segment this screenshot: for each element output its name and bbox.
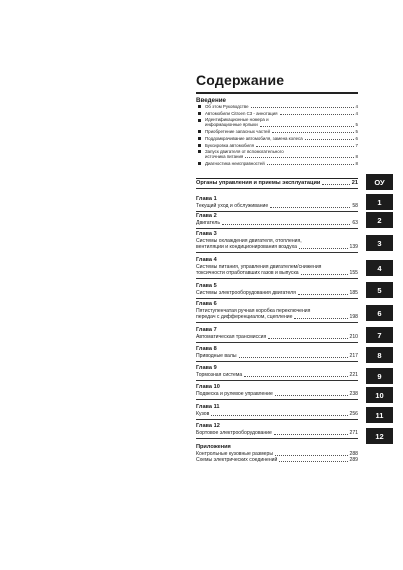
page-number: 139 [349, 243, 358, 250]
chapter-label: Глава 6 [196, 301, 217, 307]
dot-leader [270, 206, 350, 208]
section-rule [196, 419, 358, 420]
bullet-icon [198, 105, 201, 108]
entry-title: Об этом Руководстве [205, 104, 249, 109]
section-title: Органы управления и приемы эксплуатации [196, 180, 321, 186]
toc-section[interactable] [196, 423, 358, 438]
section-title: Системы охлаждения двигателя, отопления, [196, 237, 302, 244]
dot-leader [272, 131, 354, 133]
section-title: передач с дифференциалом, сцепление [196, 313, 293, 320]
page-number: 58 [352, 202, 358, 209]
chapter-tab[interactable]: 5 [366, 282, 393, 298]
entry-title: Буксировка автомобиля [205, 142, 254, 148]
dot-leader [294, 317, 347, 319]
chapter-tab[interactable]: 11 [366, 407, 393, 423]
chapter-tab[interactable]: 12 [366, 428, 393, 444]
page-number: 7 [355, 142, 358, 148]
appendix [196, 444, 358, 463]
chapter-label: Глава 1 [196, 196, 217, 202]
toc-entry-line [205, 136, 358, 141]
chapter-label: Глава 11 [196, 404, 220, 410]
dot-leader [256, 145, 354, 147]
toc-section[interactable] [196, 301, 358, 322]
toc-entry-line [205, 161, 358, 166]
dot-leader [245, 156, 353, 158]
dot-leader [322, 183, 349, 185]
intro-heading: Введение [196, 97, 226, 104]
toc-entry-line [205, 104, 358, 109]
section-rule [196, 228, 358, 229]
dot-leader [239, 356, 348, 358]
toc-section[interactable] [196, 365, 358, 380]
chapter-tab[interactable]: 2 [366, 212, 393, 228]
section-title: токсичности отработавших газов и выпуска [196, 269, 299, 276]
toc-entry[interactable] [196, 161, 358, 166]
section-title-line [196, 334, 358, 340]
intro-rule [196, 178, 358, 179]
chapter-label: Глава 7 [196, 327, 217, 333]
bullet-icon [198, 119, 201, 122]
entry-title: Автомобили Citroen C3 - аннотация [205, 110, 278, 116]
section-rule [196, 380, 358, 381]
chapter-tab[interactable]: 10 [366, 387, 393, 403]
section-title-line [196, 430, 358, 436]
dot-leader [301, 273, 348, 275]
entry-title: Схемы электрических соединений [196, 456, 278, 463]
page-number: 155 [349, 269, 358, 276]
entry-title: Контрольные кузовные размеры [196, 450, 273, 457]
dot-leader [251, 106, 354, 108]
section-title-line [196, 372, 358, 378]
toc-section[interactable] [196, 384, 358, 399]
page-number: 238 [349, 390, 358, 397]
chapter-tab[interactable]: 7 [366, 327, 393, 343]
entry-title: Поддомкрачивание автомобиля, замена колеса [205, 135, 303, 141]
toc-section[interactable] [196, 180, 358, 189]
page-number: 288 [349, 450, 358, 457]
bullet-icon [198, 112, 201, 115]
dot-leader [280, 113, 354, 115]
section-rule [196, 342, 358, 343]
intro-list [196, 104, 358, 168]
chapter-label: Глава 4 [196, 257, 217, 263]
section-rule [196, 298, 358, 299]
toc-entry[interactable] [196, 129, 358, 134]
toc-section[interactable] [196, 283, 358, 298]
dot-leader [298, 293, 348, 295]
page-number: 185 [349, 289, 358, 296]
bullet-icon [198, 130, 201, 133]
section-title: Приводные валы [196, 352, 237, 359]
toc-entry[interactable] [196, 117, 358, 127]
section-title-line [196, 203, 358, 209]
section-title: Кузов [196, 410, 210, 417]
toc-entry[interactable] [196, 457, 358, 463]
page-number: 210 [349, 333, 358, 340]
dot-leader [299, 247, 348, 249]
chapter-label: Глава 2 [196, 213, 217, 219]
section-rule [196, 278, 358, 279]
chapter-label: Глава 3 [196, 231, 217, 237]
section-title: Двигатель [196, 219, 221, 226]
dot-leader [260, 125, 354, 127]
section-title-line [196, 290, 358, 296]
chapter-tab[interactable]: 6 [366, 305, 393, 321]
entry-title: Приобретение запасных частей [205, 129, 270, 135]
page-number: 8 [355, 154, 358, 160]
chapter-label: Глава 12 [196, 423, 220, 429]
toc-entry-line [205, 111, 358, 116]
dot-leader [267, 163, 354, 165]
chapter-tab[interactable]: 8 [366, 347, 393, 363]
section-title-line [196, 314, 358, 320]
appendix-heading: Приложения [196, 444, 231, 450]
toc-entry-line [205, 154, 358, 159]
toc-entry[interactable] [196, 149, 358, 159]
page-number: 4 [355, 104, 358, 109]
section-rule [196, 322, 358, 323]
dot-leader [211, 414, 347, 416]
dot-leader [275, 394, 348, 396]
chapter-label: Глава 8 [196, 346, 217, 352]
section-title: Автоматическая трансмиссия [196, 333, 267, 340]
page-number: 5 [355, 122, 358, 128]
toc-entry-line [205, 143, 358, 148]
bullet-icon [198, 150, 201, 153]
toc-section[interactable] [196, 327, 358, 342]
chapter-tab[interactable]: 4 [366, 260, 393, 276]
chapter-label: Глава 10 [196, 384, 220, 390]
dot-leader [305, 138, 354, 140]
chapter-tab[interactable]: 1 [366, 194, 393, 210]
section-title-line [196, 244, 358, 250]
page-number: 217 [349, 352, 358, 359]
toc-section[interactable] [196, 196, 358, 211]
section-title: Тормозная система [196, 371, 243, 378]
section-title-line [196, 411, 358, 417]
section-rule [196, 188, 358, 189]
bullet-icon [198, 162, 201, 165]
section-rule [196, 252, 358, 253]
toc-entry[interactable] [196, 143, 358, 148]
title-rule [196, 92, 358, 94]
section-title: Пятиступенчатая ручная коробка переключения [196, 307, 311, 314]
toc-section[interactable] [196, 231, 358, 252]
chapter-label: Глава 5 [196, 283, 217, 289]
dot-leader [274, 433, 348, 435]
bullet-icon [198, 137, 201, 140]
page-number: 63 [352, 219, 358, 226]
chapter-label: Глава 9 [196, 365, 217, 371]
section-rule [196, 361, 358, 362]
section-title: вентиляции и кондиционирования воздуха [196, 243, 297, 250]
section-title-line [196, 391, 358, 397]
bullet-icon [198, 144, 201, 147]
dot-leader [222, 223, 350, 225]
section-title: Подвеска и рулевое управление [196, 390, 273, 397]
chapter-tab[interactable]: ОУ [366, 174, 393, 190]
entry-title: информационные ярлыки [205, 122, 258, 128]
page-number: 271 [349, 429, 358, 436]
toc-entry-line [205, 129, 358, 134]
toc-section[interactable] [196, 257, 358, 278]
page-title: Содержание [196, 72, 285, 88]
entry-title: Идентификационные номера и [205, 117, 269, 123]
page-number: 8 [355, 161, 358, 166]
section-title-line [196, 270, 358, 276]
dot-leader [244, 375, 347, 377]
toc-section[interactable] [196, 213, 358, 228]
section-rule [196, 438, 358, 439]
page-number: 198 [349, 313, 358, 320]
section-title-line [196, 180, 358, 186]
chapter-tab[interactable]: 3 [366, 235, 393, 251]
section-rule [196, 399, 358, 400]
toc-entry[interactable] [196, 111, 358, 116]
section-title: Бортовое электрооборудование [196, 429, 272, 436]
page-number: 289 [349, 456, 358, 463]
toc-entry[interactable] [196, 136, 358, 141]
toc-section[interactable] [196, 404, 358, 419]
toc-section[interactable] [196, 346, 358, 361]
toc-entry-line [205, 122, 358, 127]
page-number: 4 [355, 110, 358, 116]
toc-entry[interactable] [196, 104, 358, 109]
dot-leader [279, 460, 347, 462]
section-title: Системы электрооборудования двигателя [196, 289, 296, 296]
chapter-tab[interactable]: 9 [366, 368, 393, 384]
section-title-line [196, 220, 358, 226]
section-title-line [196, 353, 358, 359]
page-number: 5 [355, 129, 358, 135]
entry-title: Запуск двигателя от вспомогательного [205, 149, 284, 155]
dot-leader [275, 454, 348, 456]
page-number: 21 [351, 180, 358, 186]
section-title: Текущий уход и обслуживание [196, 202, 269, 209]
section-title: Системы питания, управления двигателем/снижения [196, 263, 322, 270]
entry-title: Диагностика неисправностей [205, 161, 265, 166]
dot-leader [268, 337, 347, 339]
page-number: 6 [355, 135, 358, 141]
section-rule [196, 211, 358, 212]
entry-title: источника питания [205, 154, 244, 160]
page-number: 221 [349, 371, 358, 378]
page-number: 256 [349, 410, 358, 417]
